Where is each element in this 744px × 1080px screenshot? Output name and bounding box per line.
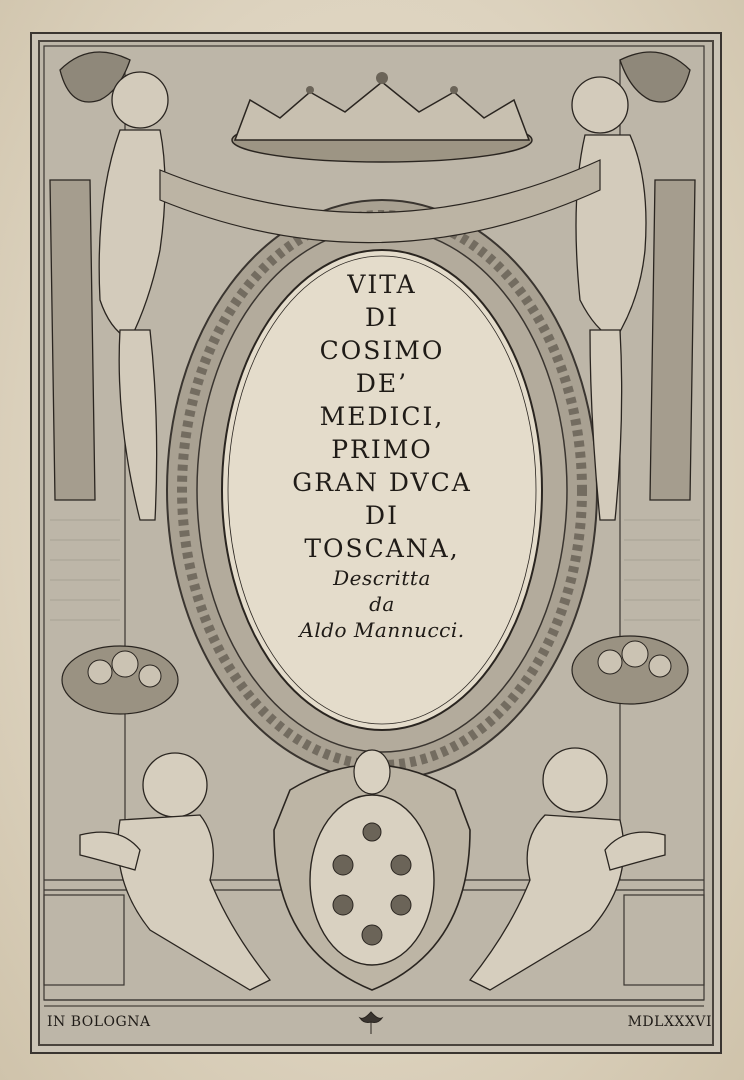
byline-line-3: Aldo Mannucci. [299,618,465,642]
right-putto [470,748,665,990]
title-line-9: TOSCANA, [304,534,460,563]
title-line-6: PRIMO [331,435,433,464]
byline-line-1: Descritta [333,566,431,590]
title-line-8: DI [365,501,399,530]
byline-line-2: da [369,592,395,616]
title-line-1: VITA [347,270,417,299]
title-line-4: DE’ [355,369,409,398]
title-line-3: COSIMO [319,336,445,365]
left-angel [50,52,168,520]
crown-icon [232,72,532,162]
left-putto [80,753,270,990]
title-block [252,268,512,643]
medici-coat-of-arms [274,750,470,990]
left-fruit-cornucopia [62,646,178,714]
imprint-place: IN BOLOGNA [47,1014,151,1030]
title-line-7: GRAN DVCA [292,468,472,497]
right-fruit-cornucopia [572,636,688,704]
fleuron-icon [356,1010,386,1036]
title-line-2: DI [365,303,399,332]
title-line-5: MEDICI, [319,402,445,431]
imprint-year: MDLXXXVI [627,1014,712,1030]
